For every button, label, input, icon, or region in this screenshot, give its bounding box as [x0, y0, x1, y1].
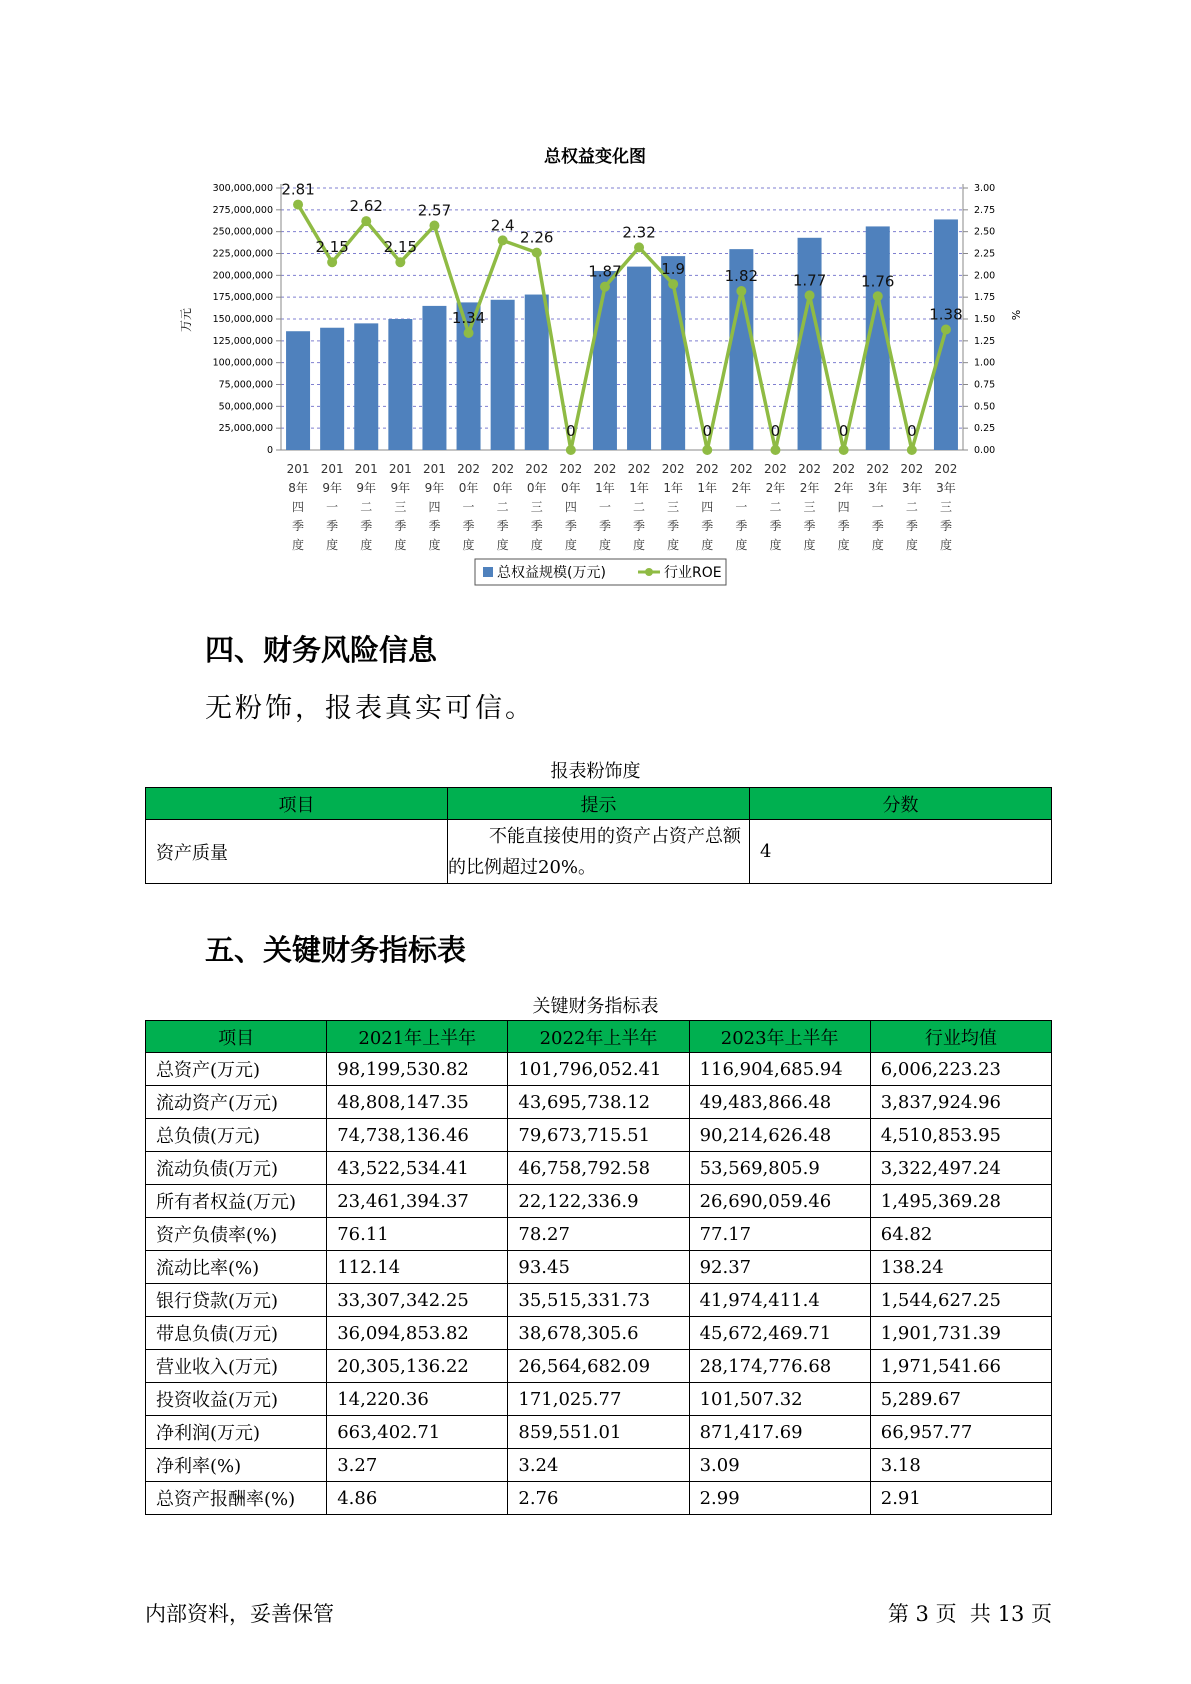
x-tick-label: 9年	[390, 481, 411, 495]
x-tick-label: 一	[735, 500, 748, 514]
roe-data-label: 1.82	[724, 267, 759, 286]
y2-tick-label: 0.25	[974, 423, 996, 435]
bar	[491, 300, 515, 450]
bar	[320, 328, 344, 450]
table-cell: 5,289.67	[870, 1383, 1051, 1416]
y-tick-label: 250,000,000	[212, 226, 273, 238]
x-tick-label: 季	[496, 519, 509, 533]
y2-tick-label: 1.75	[974, 292, 996, 304]
y2-tick-label: 3.00	[974, 183, 996, 194]
section4-heading: 四、财务风险信息	[205, 633, 438, 667]
roe-data-label: 2.32	[622, 223, 656, 242]
x-tick-label: 9年	[322, 481, 342, 495]
x-tick-label: 度	[803, 538, 816, 552]
table-cell: 4.86	[327, 1482, 508, 1515]
roe-data-label: 1.76	[861, 272, 895, 291]
table-row	[146, 1119, 1052, 1152]
x-tick-label: 季	[769, 519, 782, 533]
x-tick-label: 3年	[902, 481, 922, 495]
row-label: 净利率(%)	[146, 1449, 327, 1482]
table-row	[146, 1251, 1052, 1284]
x-tick-label: 202	[457, 462, 481, 476]
x-tick-label: 2年	[731, 481, 752, 495]
legend-bar-label: 总权益规模(万元)	[497, 565, 606, 581]
table1-caption: 报表粉饰度	[550, 761, 641, 782]
x-tick-label: 二	[905, 500, 918, 514]
x-tick-label: 度	[292, 538, 305, 552]
x-tick-label: 季	[667, 519, 680, 533]
x-tick-label: 四	[837, 500, 850, 514]
y2-tick-label: 1.50	[974, 314, 996, 325]
roe-data-label: 2.62	[349, 197, 383, 216]
table-cell: 53,569,805.9	[689, 1152, 870, 1185]
table-cell: 871,417.69	[689, 1416, 870, 1449]
table-cell: 112.14	[327, 1251, 508, 1284]
x-tick-label: 202	[729, 462, 753, 476]
x-tick-label: 3年	[936, 481, 956, 495]
x-tick-label: 度	[394, 538, 407, 552]
table-cell: 3,837,924.96	[870, 1086, 1051, 1119]
x-tick-label: 202	[798, 462, 822, 476]
y-tick-label: 0	[266, 445, 273, 456]
x-tick-label: 三	[394, 500, 407, 514]
roe-point	[293, 200, 303, 210]
x-tick-label: 二	[769, 500, 782, 514]
table-cell: 45,672,469.71	[689, 1317, 870, 1350]
cell-tip	[448, 820, 750, 884]
x-tick-label: 季	[530, 519, 543, 533]
y2-tick-label: 0.00	[974, 445, 996, 456]
table-row	[146, 820, 1052, 884]
table-cell: 3.09	[689, 1449, 870, 1482]
section5-heading: 五、关键财务指标表	[205, 933, 467, 967]
row-label: 总资产报酬率(%)	[146, 1482, 327, 1515]
table-cell: 3.27	[327, 1449, 508, 1482]
table-cell: 92.37	[689, 1251, 870, 1284]
table-cell: 20,305,136.22	[327, 1350, 508, 1383]
table-cell: 79,673,715.51	[508, 1119, 689, 1152]
x-tick-label: 202	[593, 462, 617, 476]
header-4: 行业均值	[870, 1021, 1051, 1053]
header-score: 分数	[750, 788, 1052, 820]
roe-data-label: 0	[702, 422, 713, 440]
table-cell: 101,796,052.41	[508, 1053, 689, 1086]
tip-line-1: 不能直接使用的资产占资产总额	[489, 825, 741, 847]
x-tick-label: 四	[564, 500, 577, 514]
roe-data-label: 2.81	[281, 180, 315, 199]
x-tick-label: 度	[326, 538, 339, 552]
table-cell: 33,307,342.25	[327, 1284, 508, 1317]
bar	[354, 323, 378, 450]
y-tick-label: 225,000,000	[212, 248, 273, 260]
row-label: 投资收益(万元)	[146, 1383, 327, 1416]
x-tick-label: 9年	[356, 481, 377, 495]
y2-tick-label: 1.00	[974, 357, 996, 369]
x-tick-label: 季	[564, 519, 577, 533]
table-cell: 98,199,530.82	[327, 1053, 508, 1086]
table-row	[146, 1350, 1052, 1383]
roe-data-label: 1.87	[588, 262, 622, 281]
y2-tick-label: 0.50	[974, 401, 996, 413]
x-tick-label: 202	[627, 462, 651, 476]
x-tick-label: 201	[388, 462, 412, 476]
row-label: 资产负债率(%)	[146, 1218, 327, 1251]
x-tick-label: 季	[360, 519, 373, 533]
bar	[286, 331, 310, 450]
y-tick-label: 50,000,000	[218, 401, 273, 413]
x-tick-label: 季	[598, 519, 611, 533]
x-tick-label: 9年	[424, 481, 445, 495]
roe-point	[600, 282, 610, 292]
x-tick-label: 季	[394, 519, 407, 533]
x-tick-label: 202	[832, 462, 856, 476]
table-cell: 1,971,541.66	[870, 1350, 1051, 1383]
roe-data-label: 1.77	[792, 271, 827, 290]
roe-point	[907, 445, 917, 455]
roe-point	[702, 445, 712, 455]
cell-item: 资产质量	[146, 820, 448, 884]
table-cell: 77.17	[689, 1218, 870, 1251]
table-cell: 859,551.01	[508, 1416, 689, 1449]
x-tick-label: 8年	[288, 481, 308, 495]
table-cell: 43,695,738.12	[508, 1086, 689, 1119]
legend-line-label: 行业ROE	[664, 565, 722, 581]
roe-point	[464, 328, 474, 338]
x-tick-label: 四	[428, 500, 441, 514]
roe-data-label: 1.34	[451, 308, 486, 327]
roe-data-label: 0	[907, 422, 917, 440]
y-tick-label: 75,000,000	[218, 379, 273, 391]
x-tick-label: 度	[496, 538, 509, 552]
row-label: 所有者权益(万元)	[146, 1185, 327, 1218]
x-tick-label: 季	[803, 519, 816, 533]
x-tick-label: 2年	[765, 481, 786, 495]
x-tick-label: 202	[559, 462, 583, 476]
row-label: 流动比率(%)	[146, 1251, 327, 1284]
y2-tick-label: 0.75	[974, 379, 996, 391]
table-row	[146, 1218, 1052, 1251]
y-tick-label: 175,000,000	[212, 292, 273, 304]
table-row	[146, 1482, 1052, 1515]
table-cell: 66,957.77	[870, 1416, 1051, 1449]
x-tick-label: 2年	[833, 481, 854, 495]
table-cell: 1,901,731.39	[870, 1317, 1051, 1350]
roe-data-label: 2.15	[315, 238, 349, 257]
roe-point	[770, 445, 780, 455]
y2-tick-label: 2.50	[974, 226, 996, 238]
x-tick-label: 202	[491, 462, 515, 476]
x-tick-label: 0年	[526, 481, 547, 495]
table-row	[146, 1449, 1052, 1482]
x-tick-label: 0年	[492, 481, 513, 495]
x-tick-label: 度	[735, 538, 748, 552]
x-tick-label: 季	[462, 519, 475, 533]
x-tick-label: 季	[837, 519, 850, 533]
bar	[525, 295, 549, 450]
row-label: 总负债(万元)	[146, 1119, 327, 1152]
x-tick-label: 二	[360, 500, 373, 514]
roe-data-label: 0	[838, 422, 849, 440]
y-tick-label: 100,000,000	[212, 357, 273, 369]
table-cell: 74,738,136.46	[327, 1119, 508, 1152]
y2-axis-label: %	[1009, 309, 1022, 321]
x-tick-label: 季	[633, 519, 646, 533]
table-cell: 48,808,147.35	[327, 1086, 508, 1119]
x-tick-label: 三	[530, 500, 543, 514]
x-tick-label: 三	[939, 500, 952, 514]
key-indicators-table	[145, 1020, 1052, 1515]
x-tick-label: 度	[428, 538, 441, 552]
x-tick-label: 季	[292, 519, 305, 533]
header-1: 2021年上半年	[327, 1021, 508, 1053]
x-tick-label: 1年	[595, 481, 615, 495]
table-cell: 3.18	[870, 1449, 1051, 1482]
table-cell: 2.91	[870, 1482, 1051, 1515]
table-row	[146, 1317, 1052, 1350]
roe-point	[327, 257, 337, 267]
footer-left: 内部资料，妥善保管	[145, 1602, 334, 1626]
section4-text: 无粉饰，报表真实可信。	[205, 693, 535, 724]
roe-point	[498, 235, 508, 245]
x-tick-label: 一	[462, 500, 475, 514]
table-cell: 14,220.36	[327, 1383, 508, 1416]
table-row	[146, 1383, 1052, 1416]
table-cell: 4,510,853.95	[870, 1119, 1051, 1152]
table-cell: 28,174,776.68	[689, 1350, 870, 1383]
table-cell: 46,758,792.58	[508, 1152, 689, 1185]
x-tick-label: 三	[667, 500, 680, 514]
table-cell: 36,094,853.82	[327, 1317, 508, 1350]
table-cell: 78.27	[508, 1218, 689, 1251]
x-tick-label: 度	[905, 538, 918, 552]
equity-chart	[0, 0, 1191, 600]
row-label: 净利润(万元)	[146, 1416, 327, 1449]
header-tip: 提示	[448, 788, 750, 820]
y-tick-label: 150,000,000	[212, 314, 273, 325]
bar	[388, 319, 412, 450]
roe-point	[634, 242, 644, 252]
table-cell: 38,678,305.6	[508, 1317, 689, 1350]
table-cell: 41,974,411.4	[689, 1284, 870, 1317]
x-tick-label: 四	[701, 500, 714, 514]
x-tick-label: 一	[598, 500, 611, 514]
bar	[422, 306, 446, 450]
legend-bar-swatch	[483, 567, 493, 577]
table-cell: 3.24	[508, 1449, 689, 1482]
x-tick-label: 201	[422, 462, 446, 476]
x-tick-label: 度	[360, 538, 373, 552]
table-cell: 6,006,223.23	[870, 1053, 1051, 1086]
table-cell: 43,522,534.41	[327, 1152, 508, 1185]
x-tick-label: 1年	[663, 481, 683, 495]
table-cell: 26,690,059.46	[689, 1185, 870, 1218]
x-tick-label: 一	[871, 500, 884, 514]
y-tick-label: 275,000,000	[212, 204, 273, 216]
roe-point	[668, 279, 678, 289]
x-tick-label: 3年	[867, 481, 888, 495]
table-cell: 138.24	[870, 1251, 1051, 1284]
x-tick-label: 季	[735, 519, 748, 533]
header-3: 2023年上半年	[689, 1021, 870, 1053]
table-cell: 1,544,627.25	[870, 1284, 1051, 1317]
roe-data-label: 2.26	[520, 228, 554, 247]
roe-data-label: 2.4	[490, 216, 515, 235]
table-cell: 76.11	[327, 1218, 508, 1251]
x-tick-label: 季	[871, 519, 884, 533]
table-row	[146, 1152, 1052, 1185]
roe-point	[736, 286, 746, 296]
x-tick-label: 202	[763, 462, 787, 476]
table-cell: 22,122,336.9	[508, 1185, 689, 1218]
x-tick-label: 度	[769, 538, 782, 552]
roe-point	[805, 290, 815, 300]
table-cell: 49,483,866.48	[689, 1086, 870, 1119]
footer-page-info: 第 3 页 共 13 页	[887, 1602, 1052, 1626]
table-cell: 2.99	[689, 1482, 870, 1515]
x-tick-label: 二	[633, 500, 646, 514]
x-tick-label: 1年	[697, 481, 718, 495]
table-cell: 90,214,626.48	[689, 1119, 870, 1152]
table-row	[146, 1284, 1052, 1317]
header-2: 2022年上半年	[508, 1021, 689, 1053]
x-tick-label: 一	[326, 500, 339, 514]
header-item: 项目	[146, 788, 448, 820]
x-tick-label: 度	[462, 538, 475, 552]
row-label: 流动资产(万元)	[146, 1086, 327, 1119]
x-tick-label: 202	[525, 462, 549, 476]
x-tick-label: 度	[598, 538, 611, 552]
x-tick-label: 度	[564, 538, 577, 552]
whitewash-table	[145, 787, 1052, 884]
roe-point	[566, 445, 576, 455]
x-tick-label: 202	[934, 462, 958, 476]
y-tick-label: 200,000,000	[212, 270, 273, 282]
roe-point	[532, 248, 542, 258]
x-tick-label: 202	[866, 462, 890, 476]
x-tick-label: 季	[939, 519, 952, 533]
table-cell: 26,564,682.09	[508, 1350, 689, 1383]
row-label: 营业收入(万元)	[146, 1350, 327, 1383]
x-tick-label: 1年	[629, 481, 649, 495]
table-cell: 116,904,685.94	[689, 1053, 870, 1086]
roe-point	[361, 216, 371, 226]
bar	[593, 271, 617, 450]
x-tick-label: 度	[939, 538, 952, 552]
bar	[798, 238, 822, 450]
x-tick-label: 0年	[458, 481, 479, 495]
table-cell: 23,461,394.37	[327, 1185, 508, 1218]
x-tick-label: 度	[701, 538, 714, 552]
roe-data-label: 2.15	[383, 238, 418, 257]
roe-data-label: 1.9	[661, 260, 686, 279]
y-tick-label: 125,000,000	[212, 335, 273, 347]
header-0: 项目	[146, 1021, 327, 1053]
x-tick-label: 202	[661, 462, 685, 476]
chart-title: 总权益变化图	[544, 147, 646, 167]
x-tick-label: 度	[633, 538, 646, 552]
y2-tick-label: 2.00	[974, 270, 996, 282]
row-label: 银行贷款(万元)	[146, 1284, 327, 1317]
roe-point	[429, 221, 439, 231]
table-cell: 171,025.77	[508, 1383, 689, 1416]
roe-point	[873, 291, 883, 301]
row-label: 流动负债(万元)	[146, 1152, 327, 1185]
x-tick-label: 度	[871, 538, 884, 552]
x-tick-label: 季	[428, 519, 441, 533]
row-label: 带息负债(万元)	[146, 1317, 327, 1350]
roe-data-label: 1.38	[929, 305, 963, 324]
x-tick-label: 度	[530, 538, 543, 552]
x-tick-label: 2年	[799, 481, 820, 495]
table-cell: 64.82	[870, 1218, 1051, 1251]
table-cell: 1,495,369.28	[870, 1185, 1051, 1218]
table-cell: 93.45	[508, 1251, 689, 1284]
table2-caption: 关键财务指标表	[532, 996, 659, 1017]
x-tick-label: 202	[695, 462, 719, 476]
x-tick-label: 二	[496, 500, 509, 514]
cell-score: 4	[750, 820, 1052, 884]
roe-point	[941, 324, 951, 334]
x-tick-label: 201	[354, 462, 378, 476]
roe-point	[395, 257, 405, 267]
table-row	[146, 1086, 1052, 1119]
roe-data-label: 0	[566, 422, 576, 440]
table-cell: 101,507.32	[689, 1383, 870, 1416]
table-row	[146, 1185, 1052, 1218]
x-tick-label: 季	[905, 519, 918, 533]
tip-line-2: 的比例超过20%。	[448, 856, 597, 878]
table-cell: 35,515,331.73	[508, 1284, 689, 1317]
x-tick-label: 三	[803, 500, 816, 514]
roe-data-label: 2.57	[417, 201, 452, 220]
roe-data-label: 0	[770, 422, 781, 440]
x-tick-label: 度	[837, 538, 850, 552]
x-tick-label: 度	[667, 538, 680, 552]
bar	[627, 267, 651, 450]
y-tick-label: 300,000,000	[212, 183, 273, 194]
x-tick-label: 0年	[561, 481, 581, 495]
x-tick-label: 201	[320, 462, 344, 476]
y2-tick-label: 2.75	[974, 204, 996, 216]
y-axis-label: 万元	[179, 307, 193, 333]
roe-point	[839, 445, 849, 455]
table-cell: 3,322,497.24	[870, 1152, 1051, 1185]
table-row	[146, 1053, 1052, 1086]
table-cell: 663,402.71	[327, 1416, 508, 1449]
table-row	[146, 1416, 1052, 1449]
x-tick-label: 202	[900, 462, 924, 476]
x-tick-label: 201	[286, 462, 310, 476]
y2-tick-label: 1.25	[974, 335, 996, 347]
row-label: 总资产(万元)	[146, 1053, 327, 1086]
legend-line-marker	[645, 568, 653, 576]
table-cell: 2.76	[508, 1482, 689, 1515]
x-tick-label: 季	[701, 519, 714, 533]
x-tick-label: 季	[326, 519, 339, 533]
y-tick-label: 25,000,000	[218, 423, 273, 435]
x-tick-label: 四	[292, 500, 305, 514]
y2-tick-label: 2.25	[974, 248, 996, 260]
